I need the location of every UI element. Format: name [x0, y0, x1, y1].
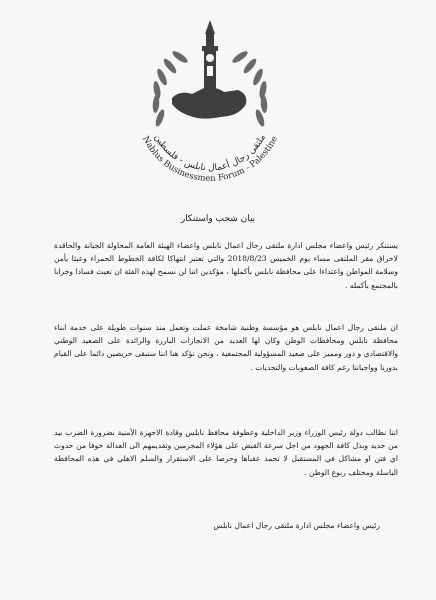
clock-tower-icon	[200, 20, 220, 98]
logo-english-name: Nablus Businessmen Forum - Palestine	[140, 134, 280, 184]
logo-arabic-name: ملتقى رجال أعمال نابلس - فلسطين	[152, 132, 268, 174]
paragraph-forum-role: ان ملتقى رجال اعمال نابلس هو مؤسسة وطنية شامخة عملت وتعمل منذ سنوات طويلة على خدمة ابناء محافظة نابلس ومحافظات الوطن وكان لها العديد من الانجازات البارزة والرائدة على الصعيد الوطني والاقتصادي و دور ومميز على صعيد المسؤولية المجتمعية ، ونحن نؤكد هنا اننا سنبقى حريصين دائما على القيام بدورنا وواجباتنا رغم كافة الصعوبات والتحديات .	[54, 323, 398, 372]
signature-line: رئيس واعضاء مجلس ادارة ملتقى رجال اعمال نابلس	[213, 521, 380, 530]
paragraph-demands: اننا نطالب دولة رئيس الوزراء وزير الداخلية وعطوفة محافظ نابلس وقادة الاجهزة الأمنية بضرورة الضرب بيد من حديد وبذل كافة الجهود من اجل سرعة القبض على هؤلاء المجرمين وتقديمهم الى العدالة خوفا من حدوث اي فتن او مشاكل في المستقبل لا تحمد عقباها وحرصا على الاستقرار والسلم الاهلي في هذه المحافظة الباسلة ومختلف ربوع الوطن .	[54, 428, 398, 477]
forum-logo-graphic	[120, 6, 300, 184]
paragraph-condemnation: يستنكر رئيس واعضاء مجلس ادارة ملتقى رجال اعمال نابلس واعضاء الهيئة العامة المحاولة الجبانة والحاقدة لاحراق مقر الملتقى مساء يوم الخميس 2018/8/23 والتي تعتبر انتهاكا لكافة الخطوط الحمراء وعبثا بأمن وسلامة المواطن واعتداءا على محافظة نابلس بأكملها ، مؤكدين اننا لن نسمح لهذه الفئة ان تعيث فسادا وخرابا بالمجتمع بأكمله .	[54, 241, 398, 290]
laurel-left-icon	[152, 49, 189, 127]
forum-logo	[120, 6, 300, 184]
statement-heading: بيان شجب واستنكار	[180, 214, 256, 224]
laurel-right-icon	[231, 49, 268, 127]
